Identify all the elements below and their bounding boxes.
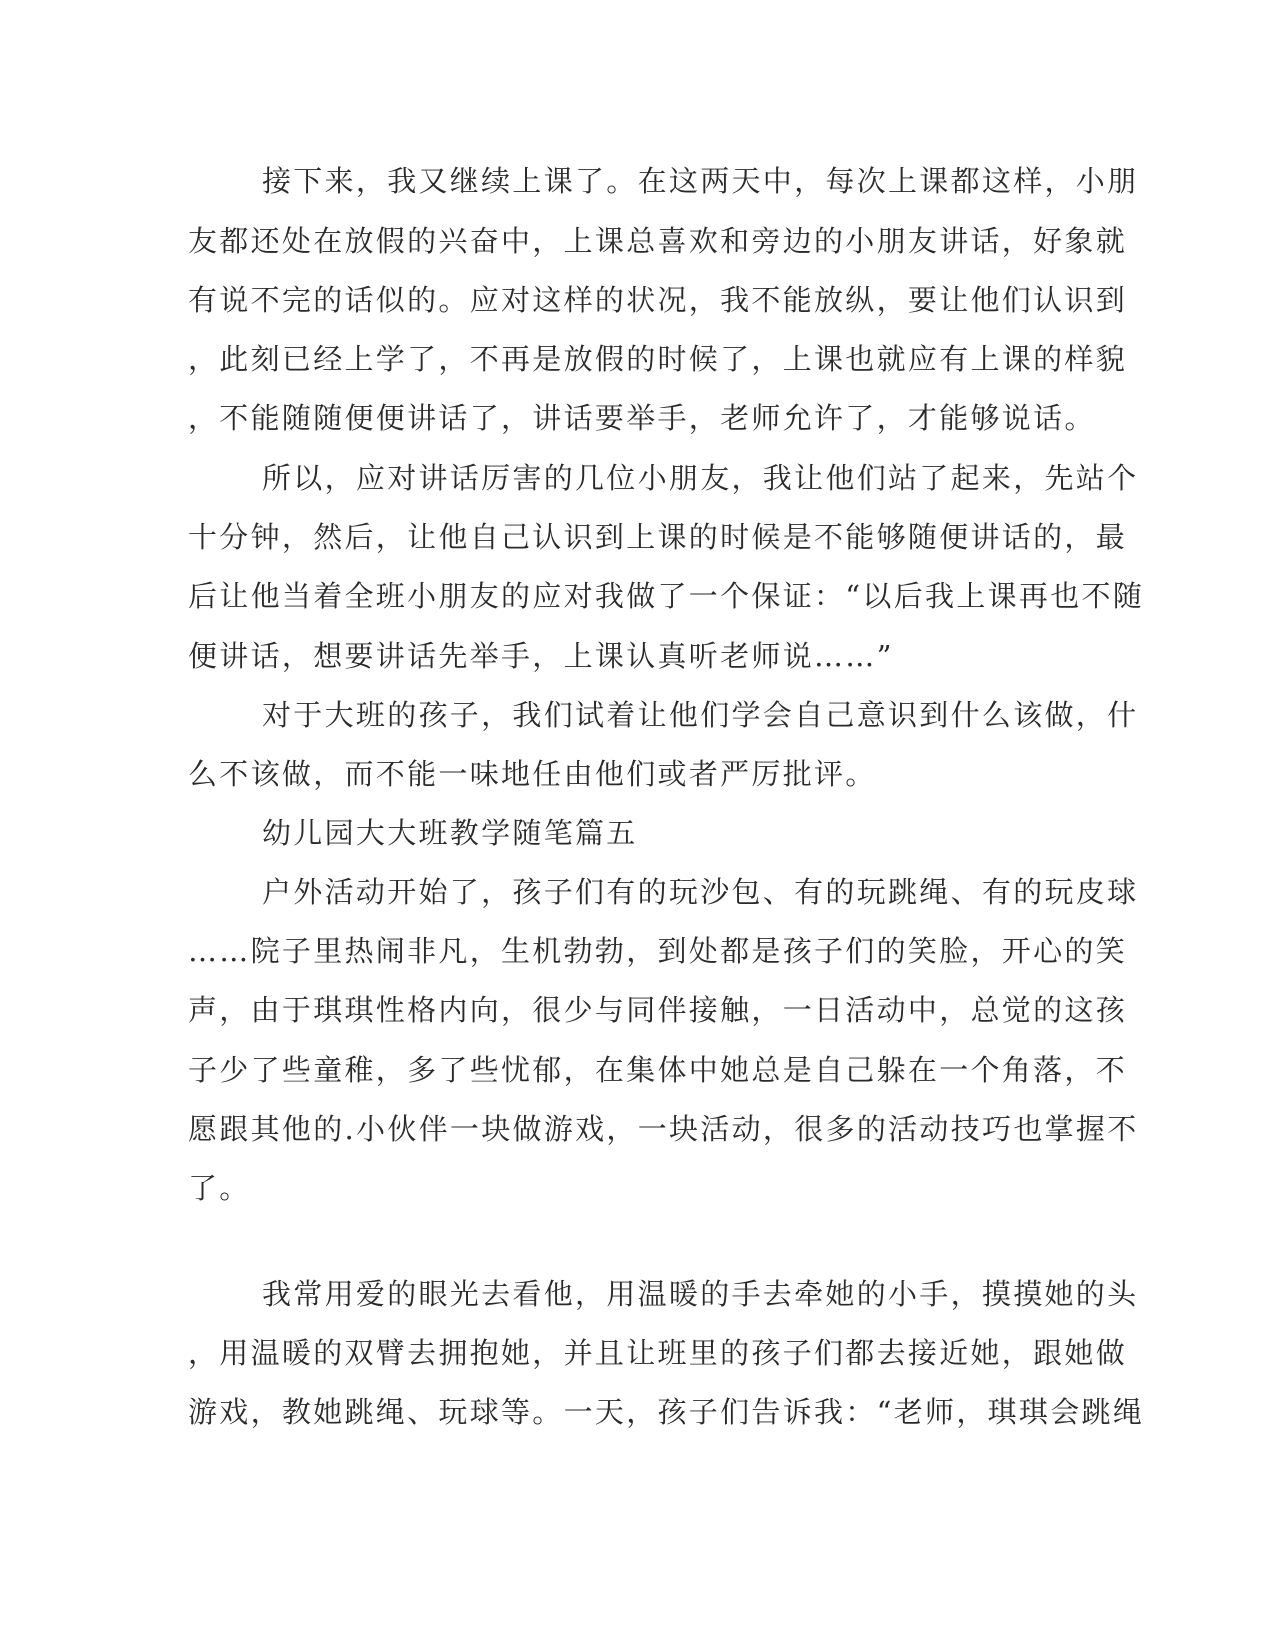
paragraph-line: 后让他当着全班小朋友的应对我做了一个保证：“以后我上课再也不随 [188,579,1145,613]
paragraph-line: 接下来，我又继续上课了。在这两天中，每次上课都这样，小朋 [262,164,1139,198]
paragraph-line: ，不能随随便便讲话了，讲话要举手，老师允许了，才能够说话。 [188,401,1096,435]
paragraph-line: 友都还处在放假的兴奋中，上课总喜欢和旁边的小朋友讲话，好象就 [188,224,1128,258]
paragraph-line: 么不该做，而不能一味地任由他们或者严厉批评。 [188,757,877,791]
paragraph-line: 子少了些童稚，多了些忧郁，在集体中她总是自己躲在一个角落，不 [188,1053,1128,1087]
paragraph-line: 游戏，教她跳绳、玩球等。一天，孩子们告诉我：“老师，琪琪会跳绳 [188,1395,1145,1429]
section-heading: 幼儿园大大班教学随笔篇五 [262,816,638,850]
paragraph-line: 声，由于琪琪性格内向，很少与同伴接触，一日活动中，总觉的这孩 [188,993,1128,1027]
paragraph-line: ……院子里热闹非凡，生机勃勃，到处都是孩子们的笑脸，开心的笑 [188,934,1128,968]
paragraph-line: 了。 [188,1171,251,1205]
paragraph-line: 所以，应对讲话厉害的几位小朋友，我让他们站了起来，先站个 [262,461,1139,495]
paragraph-line: 便讲话，想要讲话先举手，上课认真听老师说……” [188,639,894,673]
paragraph-line: 我常用爱的眼光去看他，用温暖的手去牵她的小手，摸摸她的头 [262,1277,1139,1311]
paragraph-line: ，此刻已经上学了，不再是放假的时候了，上课也就应有上课的样貌 [188,342,1128,376]
paragraph-line: 有说不完的话似的。应对这样的状况，我不能放纵，要让他们认识到 [188,283,1128,317]
paragraph-line: ，用温暖的双臂去拥抱她，并且让班里的孩子们都去接近她，跟她做 [188,1336,1128,1370]
paragraph-line: 愿跟其他的.小伙伴一块做游戏，一块活动，很多的活动技巧也掌握不 [188,1112,1139,1146]
paragraph-line: 户外活动开始了，孩子们有的玩沙包、有的玩跳绳、有的玩皮球 [262,875,1139,909]
paragraph-line: 对于大班的孩子，我们试着让他们学会自己意识到什么该做，什 [262,698,1139,732]
paragraph-line: 十分钟，然后，让他自己认识到上课的时候是不能够随便讲话的，最 [188,520,1128,554]
